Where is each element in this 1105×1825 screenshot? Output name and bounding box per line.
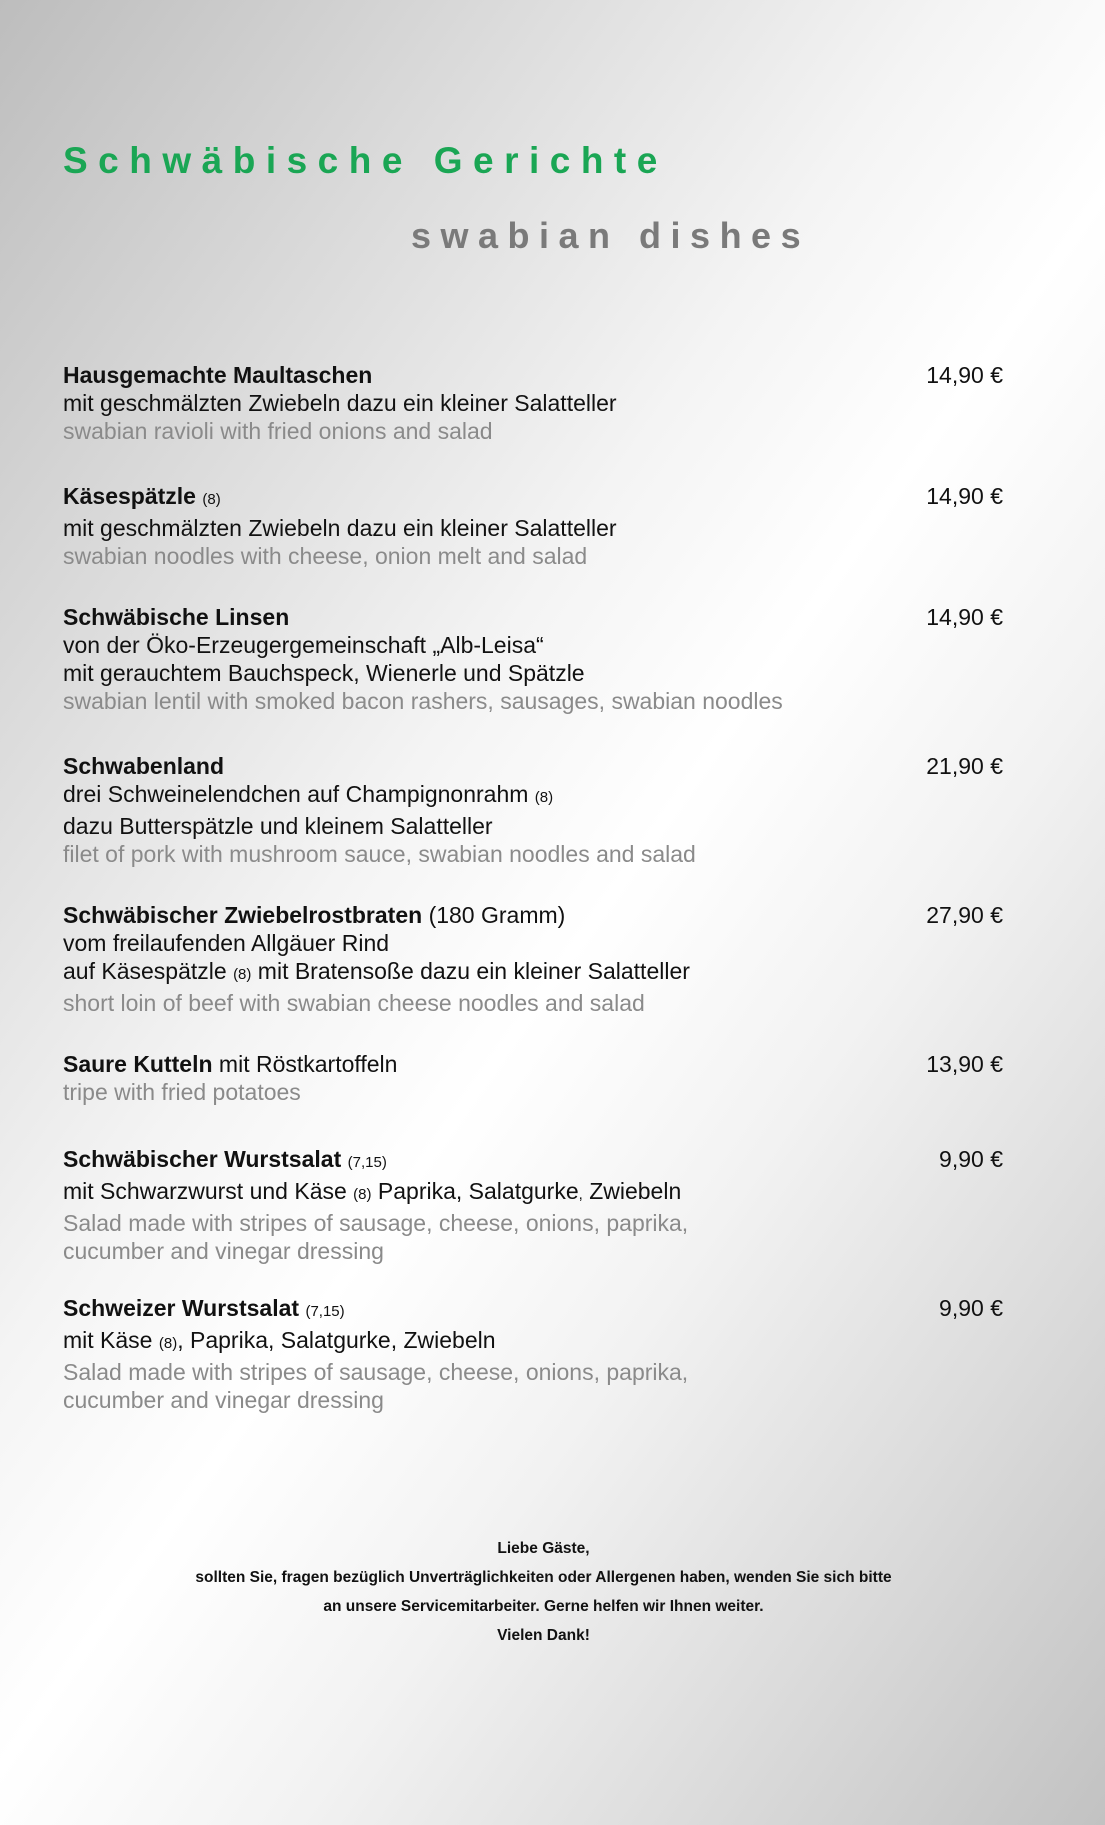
dish-name: Schwäbische Linsen (63, 604, 290, 630)
page-title: Schwäbische Gerichte (63, 140, 668, 181)
allergen-notice (0, 1534, 1087, 1650)
dish-price: 14,90 € (926, 483, 1003, 509)
dish-schwabenland (63, 752, 1003, 868)
allergen-code: (8) (202, 491, 221, 508)
notice-greeting: Liebe Gäste, (497, 1540, 590, 1557)
dish-description: mit Bratensoße dazu ein kleiner Salatteller (257, 958, 690, 984)
dish-price: 14,90 € (926, 362, 1003, 388)
notice-text: sollten Sie, fragen bezüglich Unverträglichkeiten oder Allergenen haben, wenden Sie sich bitte (195, 1569, 892, 1586)
dish-side: mit Röstkartoffeln (218, 1051, 398, 1077)
dish-english: cucumber and vinegar dressing (63, 1238, 384, 1264)
dish-price: 14,90 € (926, 604, 1003, 630)
dish-weight: (180 Gramm) (428, 902, 566, 928)
dish-english: swabian lentil with smoked bacon rashers, sausages, swabian noodles (63, 688, 783, 714)
dish-linsen (63, 603, 1003, 715)
dish-description: mit Schwarzwurst und Käse (63, 1178, 347, 1204)
page-subtitle: swabian dishes (411, 215, 811, 256)
dish-description: auf Käsespätzle (63, 958, 227, 984)
dish-description: , Paprika, Salatgurke, Zwiebeln (177, 1327, 496, 1353)
dish-saure-kutteln (63, 1050, 1003, 1106)
dish-price: 27,90 € (926, 902, 1003, 928)
dish-name: Schwäbischer Wurstsalat (63, 1146, 342, 1172)
notice-thanks: Vielen Dank! (497, 1627, 590, 1644)
allergen-code: (8) (534, 789, 554, 806)
dish-description: Zwiebeln (589, 1178, 682, 1204)
dish-name: Käsespätzle (63, 483, 196, 509)
dish-zwiebelrostbraten (63, 901, 1003, 1017)
dish-description: mit geschmälzten Zwiebeln dazu ein kleiner Salatteller (63, 515, 617, 541)
dish-english: Salad made with stripes of sausage, cheese, onions, paprika, (63, 1359, 689, 1385)
dish-english: filet of pork with mushroom sauce, swabian noodles and salad (63, 841, 696, 867)
dish-english: swabian ravioli with fried onions and salad (63, 418, 493, 444)
dish-description: mit Käse (63, 1327, 153, 1353)
dish-description: dazu Butterspätzle und kleinem Salatteller (63, 813, 493, 839)
dish-english: swabian noodles with cheese, onion melt and salad (63, 543, 588, 569)
allergen-code: (8) (233, 966, 252, 983)
allergen-code: (8) (353, 1186, 372, 1203)
dish-description: drei Schweinelendchen auf Champignonrahm (63, 781, 529, 807)
dish-english: Salad made with stripes of sausage, cheese, onions, paprika, (63, 1210, 689, 1236)
dish-english: cucumber and vinegar dressing (63, 1387, 384, 1413)
notice-text: an unsere Servicemitarbeiter. Gerne helfen wir Ihnen weiter. (323, 1598, 764, 1615)
dish-price: 9,90 € (939, 1295, 1003, 1321)
dish-price: 9,90 € (939, 1146, 1003, 1172)
dish-name: Hausgemachte Maultaschen (63, 362, 373, 388)
dish-name: Schwäbischer Zwiebelrostbraten (63, 902, 423, 928)
dish-maultaschen (63, 361, 1003, 445)
dish-description: mit gerauchtem Bauchspeck, Wienerle und Spätzle (63, 660, 585, 686)
dish-description: vom freilaufenden Allgäuer Rind (63, 930, 390, 956)
dish-price: 21,90 € (926, 753, 1003, 779)
dish-description: mit geschmälzten Zwiebeln dazu ein kleiner Salatteller (63, 390, 617, 416)
dish-name: Saure Kutteln (63, 1051, 213, 1077)
dish-name: Schwabenland (63, 753, 225, 779)
dish-name: Schweizer Wurstsalat (63, 1295, 300, 1321)
allergen-code: (7,15) (347, 1154, 387, 1171)
dish-description: von der Öko-Erzeugergemeinschaft „Alb-Leisa“ (63, 632, 544, 658)
allergen-code: (8) (158, 1335, 178, 1352)
dish-kaesespaetzle (63, 482, 1003, 570)
separator: , (578, 1186, 583, 1203)
dish-english: short loin of beef with swabian cheese noodles and salad (63, 990, 645, 1016)
dish-schwaebischer-wurstsalat (63, 1145, 1003, 1265)
dish-price: 13,90 € (926, 1051, 1003, 1077)
dish-description: Paprika, Salatgurke (377, 1178, 579, 1204)
dish-english: tripe with fried potatoes (63, 1079, 301, 1105)
allergen-code: (7,15) (305, 1303, 345, 1320)
dish-schweizer-wurstsalat (63, 1294, 1003, 1414)
